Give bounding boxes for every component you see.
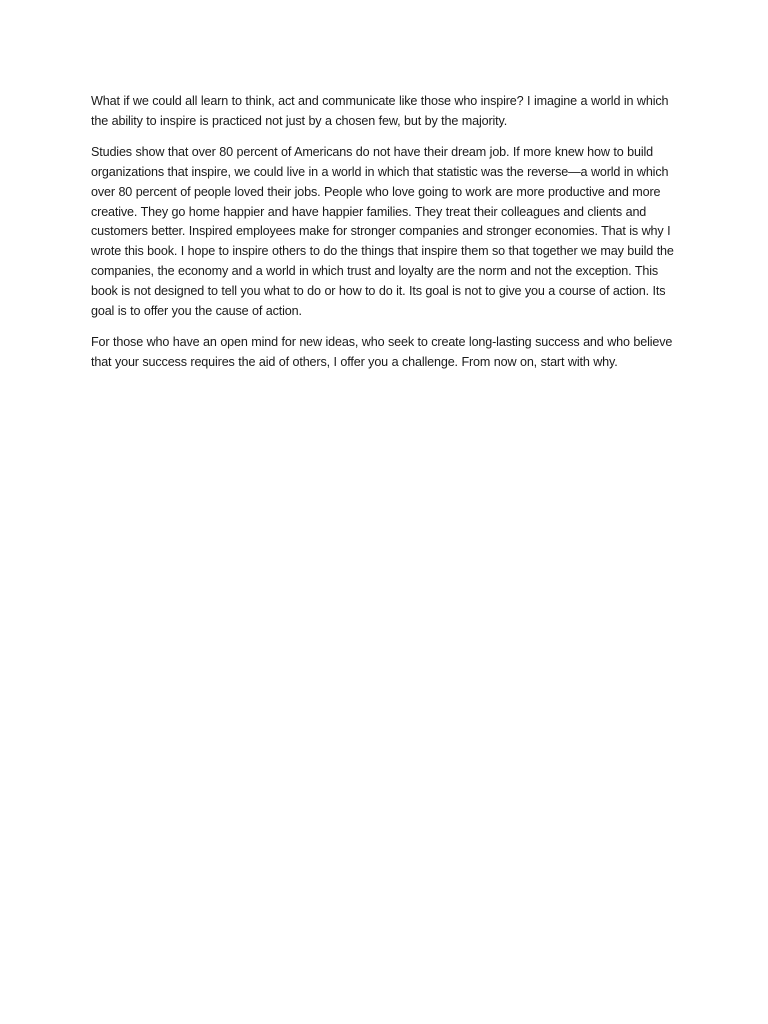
paragraph-3: For those who have an open mind for new ideas, who seek to create long-lasting success and who believe that your success requires the aid of others, I offer you a challenge. From now on, start with why. (91, 334, 673, 369)
paragraph-1: What if we could all learn to think, act and communicate like those who inspire? I imagine a world in which the ability to inspire is practiced not just by a chosen few, but by the majority. (91, 94, 669, 128)
paragraph-2: Studies show that over 80 percent of Americans do not have their dream job. If more knew how to build organizations that inspire, we could live in a world in which that statistic was the reverse—a world in which over 80 percent of people loved their jobs. People who love going to work are more productive and more creative. They go home happier and have happier families. They treat their colleagues and clients and customers better. Inspired employees make for stronger companies and stronger economies. That is why I wrote this book. I hope to inspire others to do the things that inspire them so that together we may build the companies, the economy and a world in which trust and loyalty are the norm and not the exception. This book is not designed to tell you what to do or how to do it. Its goal is not to give you a course of action. Its goal is to offer you the cause of action. (91, 144, 674, 319)
document-body (91, 92, 681, 384)
